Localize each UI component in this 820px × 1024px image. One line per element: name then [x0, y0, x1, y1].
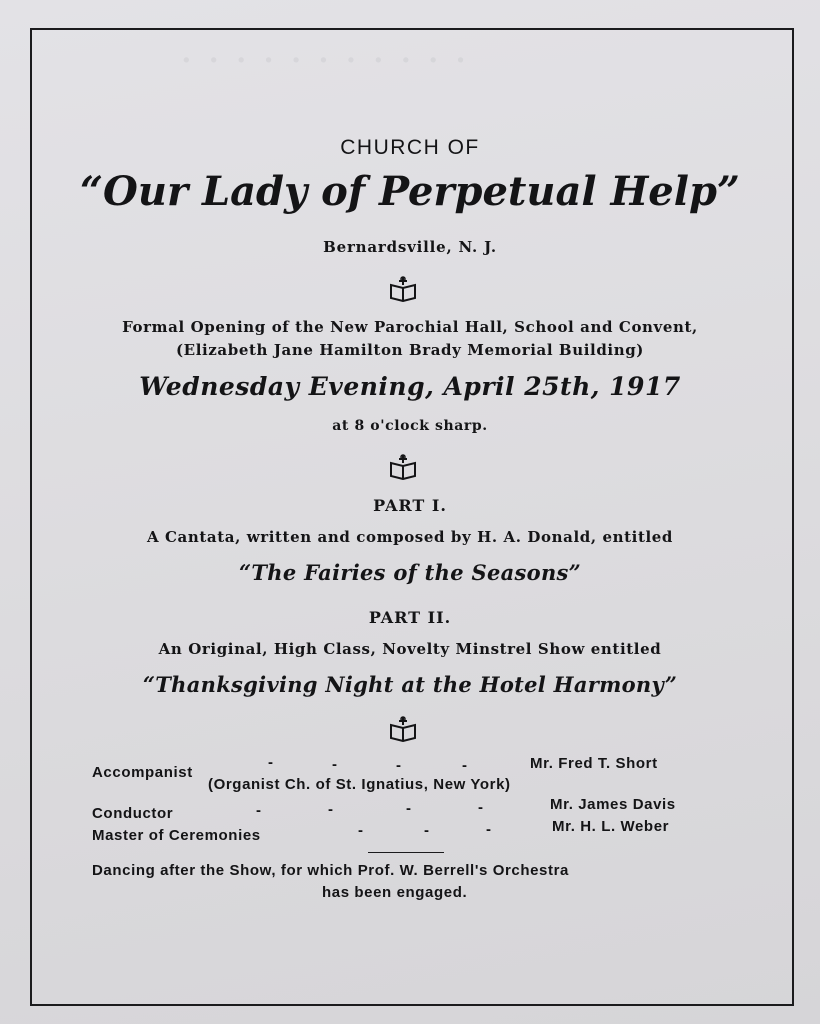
opening-line-1: Formal Opening of the New Parochial Hall, School and Convent, — [122, 318, 698, 336]
opening-line-2: (Elizabeth Jane Hamilton Brady Memorial Building) — [175, 341, 644, 359]
book-cross-ornament-icon — [388, 276, 418, 302]
leader-dash: - — [268, 754, 273, 771]
bleed-through-text: · · · · · · · · · · · — [180, 38, 469, 84]
part2-title: “Thanksgiving Night at the Hotel Harmony” — [142, 672, 678, 697]
leader-dash: - — [406, 800, 411, 817]
conductor-role: Conductor — [92, 805, 174, 822]
accompanist-role: Accompanist — [92, 764, 193, 781]
leader-dash: - — [462, 757, 467, 774]
dancing-note-line-2: has been engaged. — [322, 884, 468, 901]
leader-dash: - — [358, 822, 363, 839]
leader-dash: - — [332, 756, 337, 773]
location-text: Bernardsville, N. J. — [323, 238, 497, 256]
divider-rule — [368, 852, 444, 853]
conductor-name: Mr. James Davis — [550, 796, 676, 813]
event-time: at 8 o'clock sharp. — [332, 418, 488, 434]
leader-dash: - — [328, 801, 333, 818]
part2-heading: PART II. — [368, 608, 452, 627]
leader-dash: - — [256, 802, 261, 819]
leader-dash: - — [396, 757, 401, 774]
leader-dash: - — [486, 821, 491, 838]
part1-heading: PART I. — [373, 496, 447, 515]
event-date: Wednesday Evening, April 25th, 1917 — [139, 372, 681, 401]
part1-description: A Cantata, written and composed by H. A. Donald, entitled — [146, 528, 674, 546]
church-name-title: “Our Lady of Perpetual Help” — [80, 168, 740, 215]
book-cross-ornament-icon — [388, 454, 418, 480]
dancing-note-line-1: Dancing after the Show, for which Prof. W. Berrell's Orchestra — [92, 862, 569, 879]
part2-description: An Original, High Class, Novelty Minstrel Show entitled — [158, 640, 662, 658]
church-of-heading: CHURCH OF — [340, 136, 480, 159]
master-of-ceremonies-role: Master of Ceremonies — [92, 827, 261, 844]
part1-title: “The Fairies of the Seasons” — [238, 560, 582, 585]
accompanist-name: Mr. Fred T. Short — [530, 755, 658, 772]
master-of-ceremonies-name: Mr. H. L. Weber — [552, 818, 670, 835]
leader-dash: - — [424, 822, 429, 839]
leader-dash: - — [478, 799, 483, 816]
book-cross-ornament-icon — [388, 716, 418, 742]
accompanist-note: (Organist Ch. of St. Ignatius, New York) — [208, 776, 511, 793]
